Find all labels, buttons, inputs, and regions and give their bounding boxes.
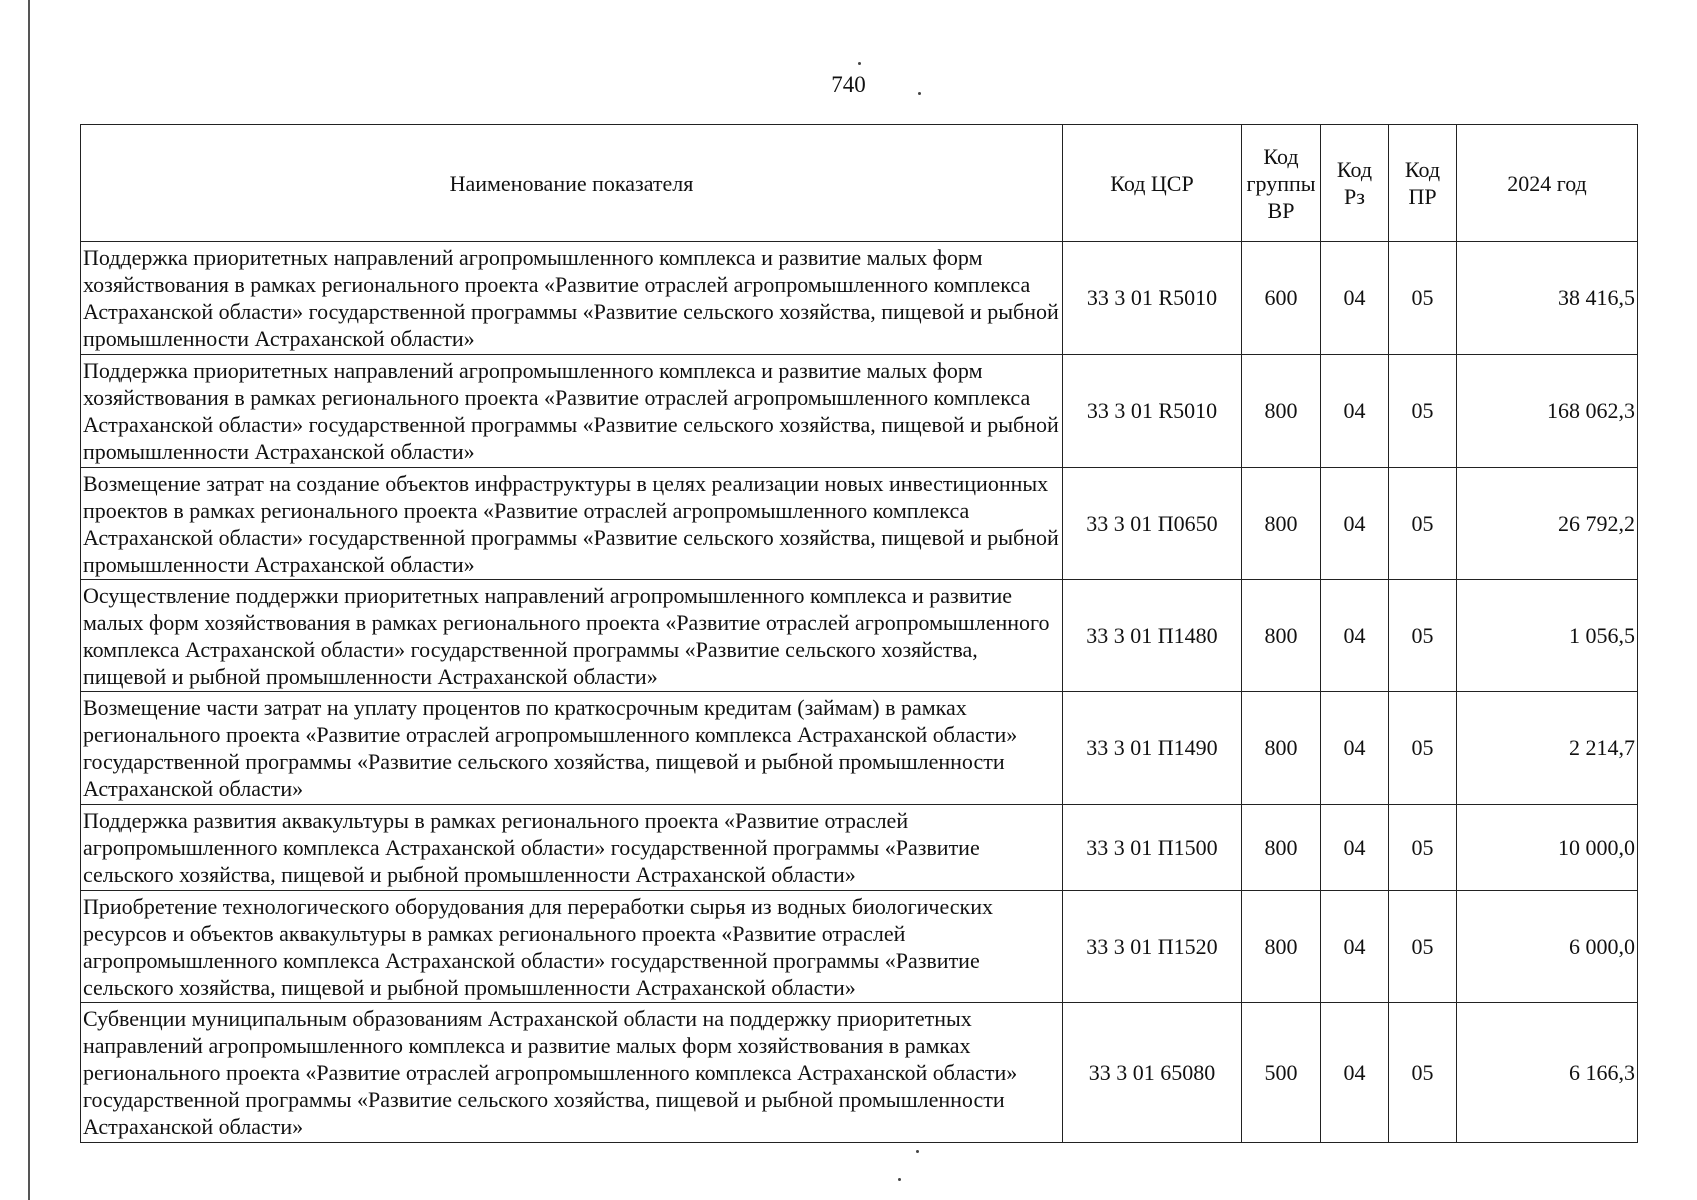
page-number: 740 [831, 72, 866, 97]
row-name: Возмещение части затрат на уплату процентов по краткосрочным кредитам (займам) в рамках регионального проекта «Развитие отраслей агропромышленного комплекса Астраханской области» государственной программы «Развитие сельского хозяйства, пищевой и рыбной промышленности Астраханской области» [81, 692, 1063, 805]
row-rz-code: 04 [1321, 692, 1389, 805]
row-pr-code: 05 [1389, 355, 1457, 468]
row-amount: 1 056,5 [1457, 580, 1638, 692]
row-pr-code: 05 [1389, 1003, 1457, 1143]
row-csr-code: 33 3 01 П0650 [1063, 468, 1242, 580]
table-row [81, 1003, 1638, 1143]
row-amount: 10 000,0 [1457, 805, 1638, 891]
row-amount: 6 000,0 [1457, 891, 1638, 1003]
row-pr-code: 05 [1389, 891, 1457, 1003]
budget-table [80, 124, 1638, 1143]
row-pr-code: 05 [1389, 242, 1457, 355]
row-rz-code: 04 [1321, 805, 1389, 891]
row-amount: 6 166,3 [1457, 1003, 1638, 1143]
scan-speck [918, 92, 921, 95]
row-name: Поддержка приоритетных направлений агропромышленного комплекса и развитие малых форм хозяйствования в рамках регионального проекта «Развитие отраслей агропромышленного комплекса Астраханской области» государственной программы «Развитие сельского хозяйства, пищевой и рыбной промышленности Астраханской области» [81, 355, 1063, 468]
table-row [81, 580, 1638, 692]
header-csr-code: Код ЦСР [1063, 125, 1242, 242]
row-vr-code: 800 [1242, 805, 1321, 891]
row-rz-code: 04 [1321, 242, 1389, 355]
row-csr-code: 33 3 01 R5010 [1063, 355, 1242, 468]
scan-speck [858, 62, 861, 65]
row-rz-code: 04 [1321, 355, 1389, 468]
row-vr-code: 800 [1242, 692, 1321, 805]
row-csr-code: 33 3 01 65080 [1063, 1003, 1242, 1143]
row-rz-code: 04 [1321, 1003, 1389, 1143]
row-csr-code: 33 3 01 П1520 [1063, 891, 1242, 1003]
row-csr-code: 33 3 01 П1500 [1063, 805, 1242, 891]
row-name: Осуществление поддержки приоритетных направлений агропромышленного комплекса и развитие малых форм хозяйствования в рамках регионального проекта «Развитие отраслей агропромышленного комплекса Астраханской области» государственной программы «Развитие сельского хозяйства, пищевой и рыбной промышленности Астраханской области» [81, 580, 1063, 692]
row-vr-code: 500 [1242, 1003, 1321, 1143]
table-row [81, 692, 1638, 805]
row-csr-code: 33 3 01 R5010 [1063, 242, 1242, 355]
table-header-row [81, 125, 1638, 242]
row-vr-code: 600 [1242, 242, 1321, 355]
table-row [81, 468, 1638, 580]
row-name: Поддержка развития аквакультуры в рамках регионального проекта «Развитие отраслей агропромышленного комплекса Астраханской области» государственной программы «Развитие сельского хозяйства, пищевой и рыбной промышленности Астраханской области» [81, 805, 1063, 891]
row-pr-code: 05 [1389, 805, 1457, 891]
binding-margin-line [28, 0, 30, 1200]
table-row [81, 355, 1638, 468]
row-pr-code: 05 [1389, 580, 1457, 692]
row-vr-code: 800 [1242, 580, 1321, 692]
row-pr-code: 05 [1389, 468, 1457, 580]
row-name: Поддержка приоритетных направлений агропромышленного комплекса и развитие малых форм хозяйствования в рамках регионального проекта «Развитие отраслей агропромышленного комплекса Астраханской области» государственной программы «Развитие сельского хозяйства, пищевой и рыбной промышленности Астраханской области» [81, 242, 1063, 355]
row-name: Возмещение затрат на создание объектов инфраструктуры в целях реализации новых инвестиционных проектов в рамках регионального проекта «Развитие отраслей агропромышленного комплекса Астраханской области» государственной программы «Развитие сельского хозяйства, пищевой и рыбной промышленности Астраханской области» [81, 468, 1063, 580]
table-row [81, 805, 1638, 891]
row-pr-code: 05 [1389, 692, 1457, 805]
row-vr-code: 800 [1242, 891, 1321, 1003]
table-row [81, 891, 1638, 1003]
row-name: Приобретение технологического оборудования для переработки сырья из водных биологических ресурсов и объектов аквакультуры в рамках регионального проекта «Развитие отраслей агропромышленного комплекса Астраханской области» государственной программы «Развитие сельского хозяйства, пищевой и рыбной промышленности Астраханской области» [81, 891, 1063, 1003]
row-amount: 26 792,2 [1457, 468, 1638, 580]
scan-speck [898, 1178, 901, 1181]
table-row [81, 242, 1638, 355]
row-rz-code: 04 [1321, 468, 1389, 580]
row-rz-code: 04 [1321, 580, 1389, 692]
row-csr-code: 33 3 01 П1480 [1063, 580, 1242, 692]
header-pr-code: Код ПР [1389, 125, 1457, 242]
row-amount: 38 416,5 [1457, 242, 1638, 355]
scan-speck [916, 1150, 919, 1153]
row-name: Субвенции муниципальным образованиям Астраханской области на поддержку приоритетных направлений агропромышленного комплекса и развитие малых форм хозяйствования в рамках регионального проекта «Развитие отраслей агропромышленного комплекса Астраханской области» государственной программы «Развитие сельского хозяйства, пищевой и рыбной промышленности Астраханской области» [81, 1003, 1063, 1143]
header-vr-code: Код группы ВР [1242, 125, 1321, 242]
row-vr-code: 800 [1242, 468, 1321, 580]
row-rz-code: 04 [1321, 891, 1389, 1003]
row-vr-code: 800 [1242, 355, 1321, 468]
row-amount: 168 062,3 [1457, 355, 1638, 468]
row-csr-code: 33 3 01 П1490 [1063, 692, 1242, 805]
row-amount: 2 214,7 [1457, 692, 1638, 805]
header-rz-code: Код Рз [1321, 125, 1389, 242]
header-name: Наименование показателя [81, 125, 1063, 242]
header-year-2024: 2024 год [1457, 125, 1638, 242]
